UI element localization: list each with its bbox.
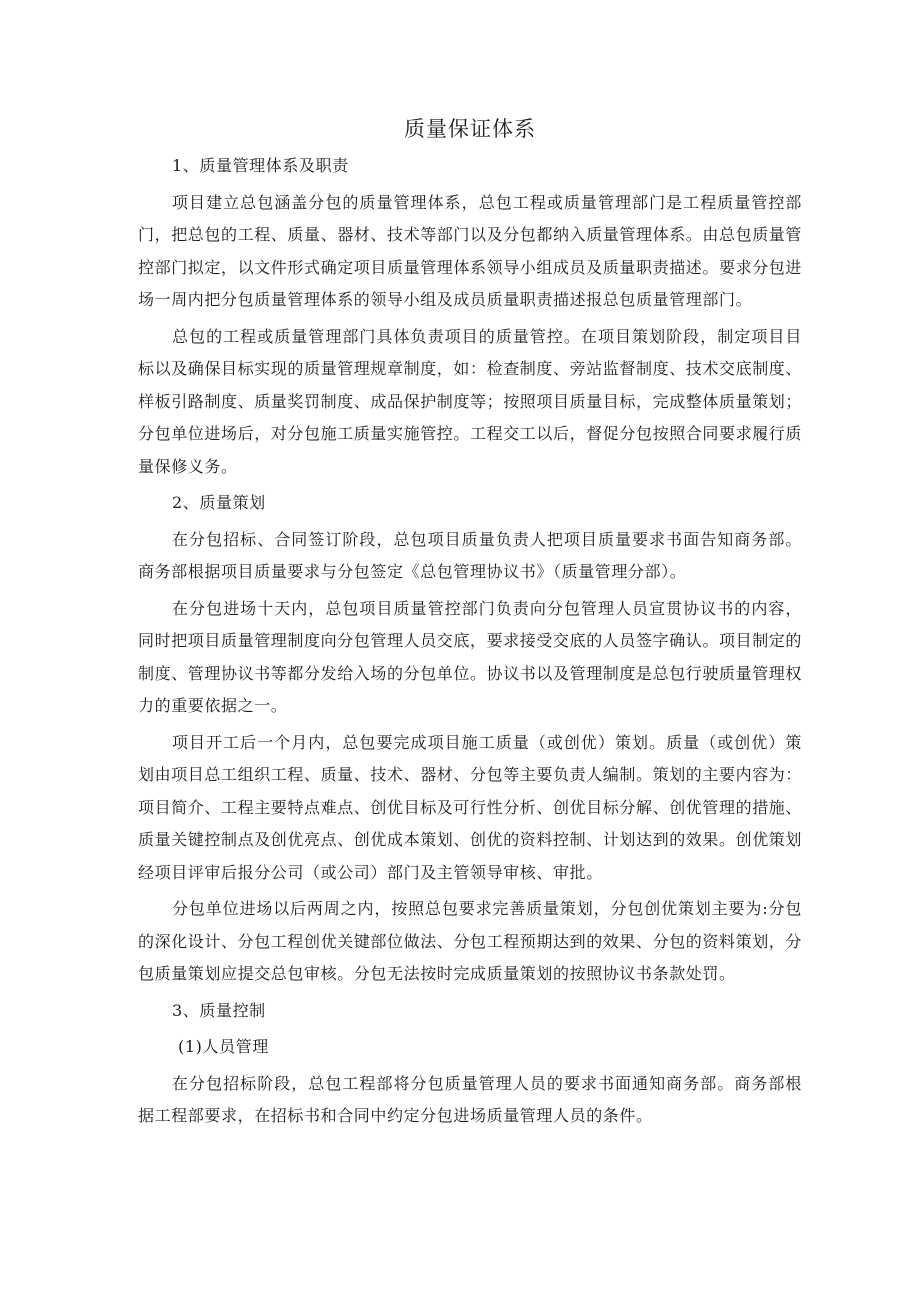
subsection-heading: (1)人员管理 [178,1037,269,1056]
section-heading-3: 3、质量控制 [172,1000,266,1020]
paragraph: 在分包招标、合同签订阶段，总包项目质量负责人把项目质量要求书面告知商务部。商务部根据项目质量要求与分包签定《总包管理协议书》（质量管理分部）。 [138,529,802,581]
paragraph: 在分包招标阶段，总包工程部将分包质量管理人员的要求书面通知商务部。商务部根据工程部要求，在招标书和合同中约定分包进场质量管理人员的条件。 [138,1073,802,1125]
paragraph: 项目开工后一个月内，总包要完成项目施工质量（或创优）策划。质量（或创优）策划由项目总工组织工程、质量、技术、器材、分包等主要负责人编制。策划的主要内容为：项目简介、工程主要特点难点、创优目标及可行性分析、创优目标分解、创优管理的措施、质量关键控制点及创优亮点、创优成本策划、创优的资料控制、计划达到的效果。创优策划经项目评审后报分公司（或公司）部门及主管领导审核、审批。 [138,732,803,882]
paragraph: 总包的工程或质量管理部门具体负责项目的质量管控。在项目策划阶段，制定项目目标以及确保目标实现的质量管理规章制度，如：检查制度、旁站监督制度、技术交底制度、样板引路制度、质量奖罚制度、成品保护制度等；按照项目质量目标，完成整体质量策划；分包单位进场后，对分包施工质量实施管控。工程交工以后，督促分包按照合同要求履行质量保修义务。 [138,326,803,476]
paragraph: 项目建立总包涵盖分包的质量管理体系，总包工程或质量管理部门是工程质量管控部门，把总包的工程、质量、器材、技术等部门以及分包都纳入质量管理体系。由总包质量管控部门拟定，以文件形式确定项目质量管理体系领导小组成员及质量职责描述。要求分包进场一周内把分包质量管理体系的领导小组及成员质量职责描述报总包质量管理部门。 [138,192,803,309]
paragraph: 在分包进场十天内，总包项目质量管控部门负责向分包管理人员宣贯协议书的内容，同时把项目质量管理制度向分包管理人员交底，要求接受交底的人员签字确认。项目制定的制度、管理协议书等都分发给入场的分包单位。协议书以及管理制度是总包行驶质量管理权力的重要依据之一。 [138,598,803,715]
section-heading-2: 2、质量策划 [172,493,266,512]
document-page [138,112,802,1137]
section-heading-1: 1、质量管理体系及职责 [172,156,349,175]
document-title: 质量保证体系 [404,117,536,141]
paragraph: 分包单位进场以后两周之内，按照总包要求完善质量策划，分包创优策划主要为:分包的深化设计、分包工程创优关键部位做法、分包工程预期达到的效果、分包的资料策划，分包质量策划应提交总包审核。分包无法按时完成质量策划的按照协议书条款处罚。 [138,899,803,983]
